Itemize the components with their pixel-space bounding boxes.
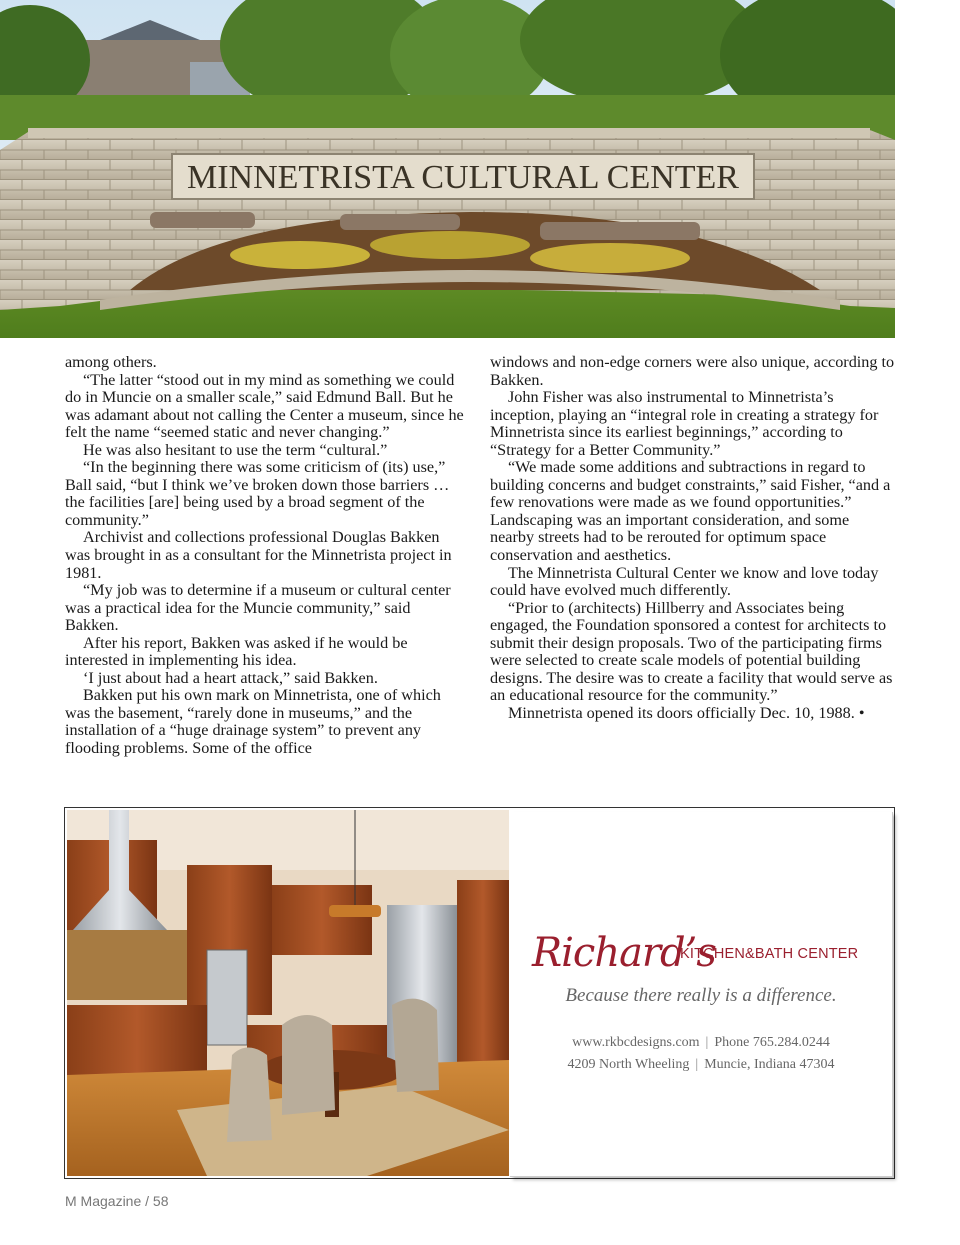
contact-line-1 bbox=[510, 1035, 892, 1051]
paragraph: He was also hesitant to use the term “cultural.” bbox=[83, 440, 388, 459]
brand-subtitle: KITCHEN&BATH CENTER bbox=[680, 946, 859, 962]
paragraph: windows and non-edge corners were also unique, according to Bakken. bbox=[490, 353, 895, 389]
paragraph: among others. bbox=[65, 353, 157, 371]
paragraph: “In the beginning there was some criticism of (its) use,” Ball said, “but I think we’ve broken down those barriers … the facilities [are] being used by a broad segment of the community.” bbox=[65, 458, 450, 529]
paragraph: John Fisher was also instrumental to Minnetrista’s inception, playing an “integral role in creating a strategy for Minnetrista since its earliest beginnings,” according to “Strategy for a Better Community.” bbox=[490, 388, 879, 459]
paragraph: After his report, Bakken was asked if he would be interested in implementing his idea. bbox=[65, 633, 408, 670]
paragraph: Bakken put his own mark on Minnetrista, one of which was the basement, “rarely done in museums,” and the installation of a “huge drainage system” to prevent any flooding problems. Some of the office bbox=[65, 686, 441, 758]
phone-number: Phone 765.284.0244 bbox=[714, 1035, 830, 1050]
separator: | bbox=[705, 1035, 709, 1050]
advertisement bbox=[64, 807, 895, 1179]
paragraph: Minnetrista opened its doors officially Dec. 10, 1988. • bbox=[508, 703, 865, 722]
brand-logo bbox=[532, 930, 882, 980]
ad-card bbox=[510, 812, 893, 1177]
paragraph: The Minnetrista Cultural Center we know and love today could have evolved much differently. bbox=[490, 563, 879, 600]
paragraph: Archivist and collections professional Douglas Bakken was brought in as a consultant for the Minnetrista project in 1981. bbox=[65, 528, 452, 582]
article-column-left bbox=[65, 354, 465, 758]
paragraph: “Prior to (architects) Hillberry and Associates being engaged, the Foundation sponsored a contest for architects to submit their design proposals. Two of the participating firms were selected to create scale models of potential building designs. The desire was to create a facility that would serve as an educational resource for the community.” bbox=[490, 598, 893, 705]
kitchen-photo bbox=[67, 810, 509, 1176]
contact-line-2 bbox=[510, 1057, 892, 1073]
website-link[interactable]: www.rkbcdesigns.com bbox=[572, 1035, 700, 1050]
paragraph: “We made some additions and subtractions in regard to building concerns and budget constraints,” said Fisher, “and a few renovations were made as we found opportunities.” Landscaping was an important consideration, and some nearby streets had to be rerouted for optimum space conservation and aesthetics. bbox=[490, 458, 891, 565]
paragraph: ‘I just about had a heart attack,” said Bakken. bbox=[83, 668, 378, 687]
separator: | bbox=[695, 1057, 699, 1072]
paragraph: “The latter “stood out in my mind as something we could do in Muncie on a smaller scale,” said Edmund Ball. But he was adamant about not calling the Center a museum, since he felt the name “seemed static and never changing.” bbox=[65, 370, 464, 442]
ad-tagline: Because there really is a difference. bbox=[565, 985, 837, 1006]
paragraph: “My job was to determine if a museum or cultural center was a practical idea for the Muncie community,” said Bakken. bbox=[65, 581, 451, 635]
article-column-right bbox=[490, 354, 895, 722]
sign-text: MINNETRISTA CULTURAL CENTER bbox=[187, 159, 739, 196]
brand-script: Richard’s bbox=[532, 930, 716, 976]
hero-photo bbox=[0, 0, 895, 338]
city-address: Muncie, Indiana 47304 bbox=[704, 1057, 835, 1072]
street-address: 4209 North Wheeling bbox=[567, 1057, 690, 1072]
page-folio: M Magazine / 58 bbox=[65, 1193, 169, 1209]
